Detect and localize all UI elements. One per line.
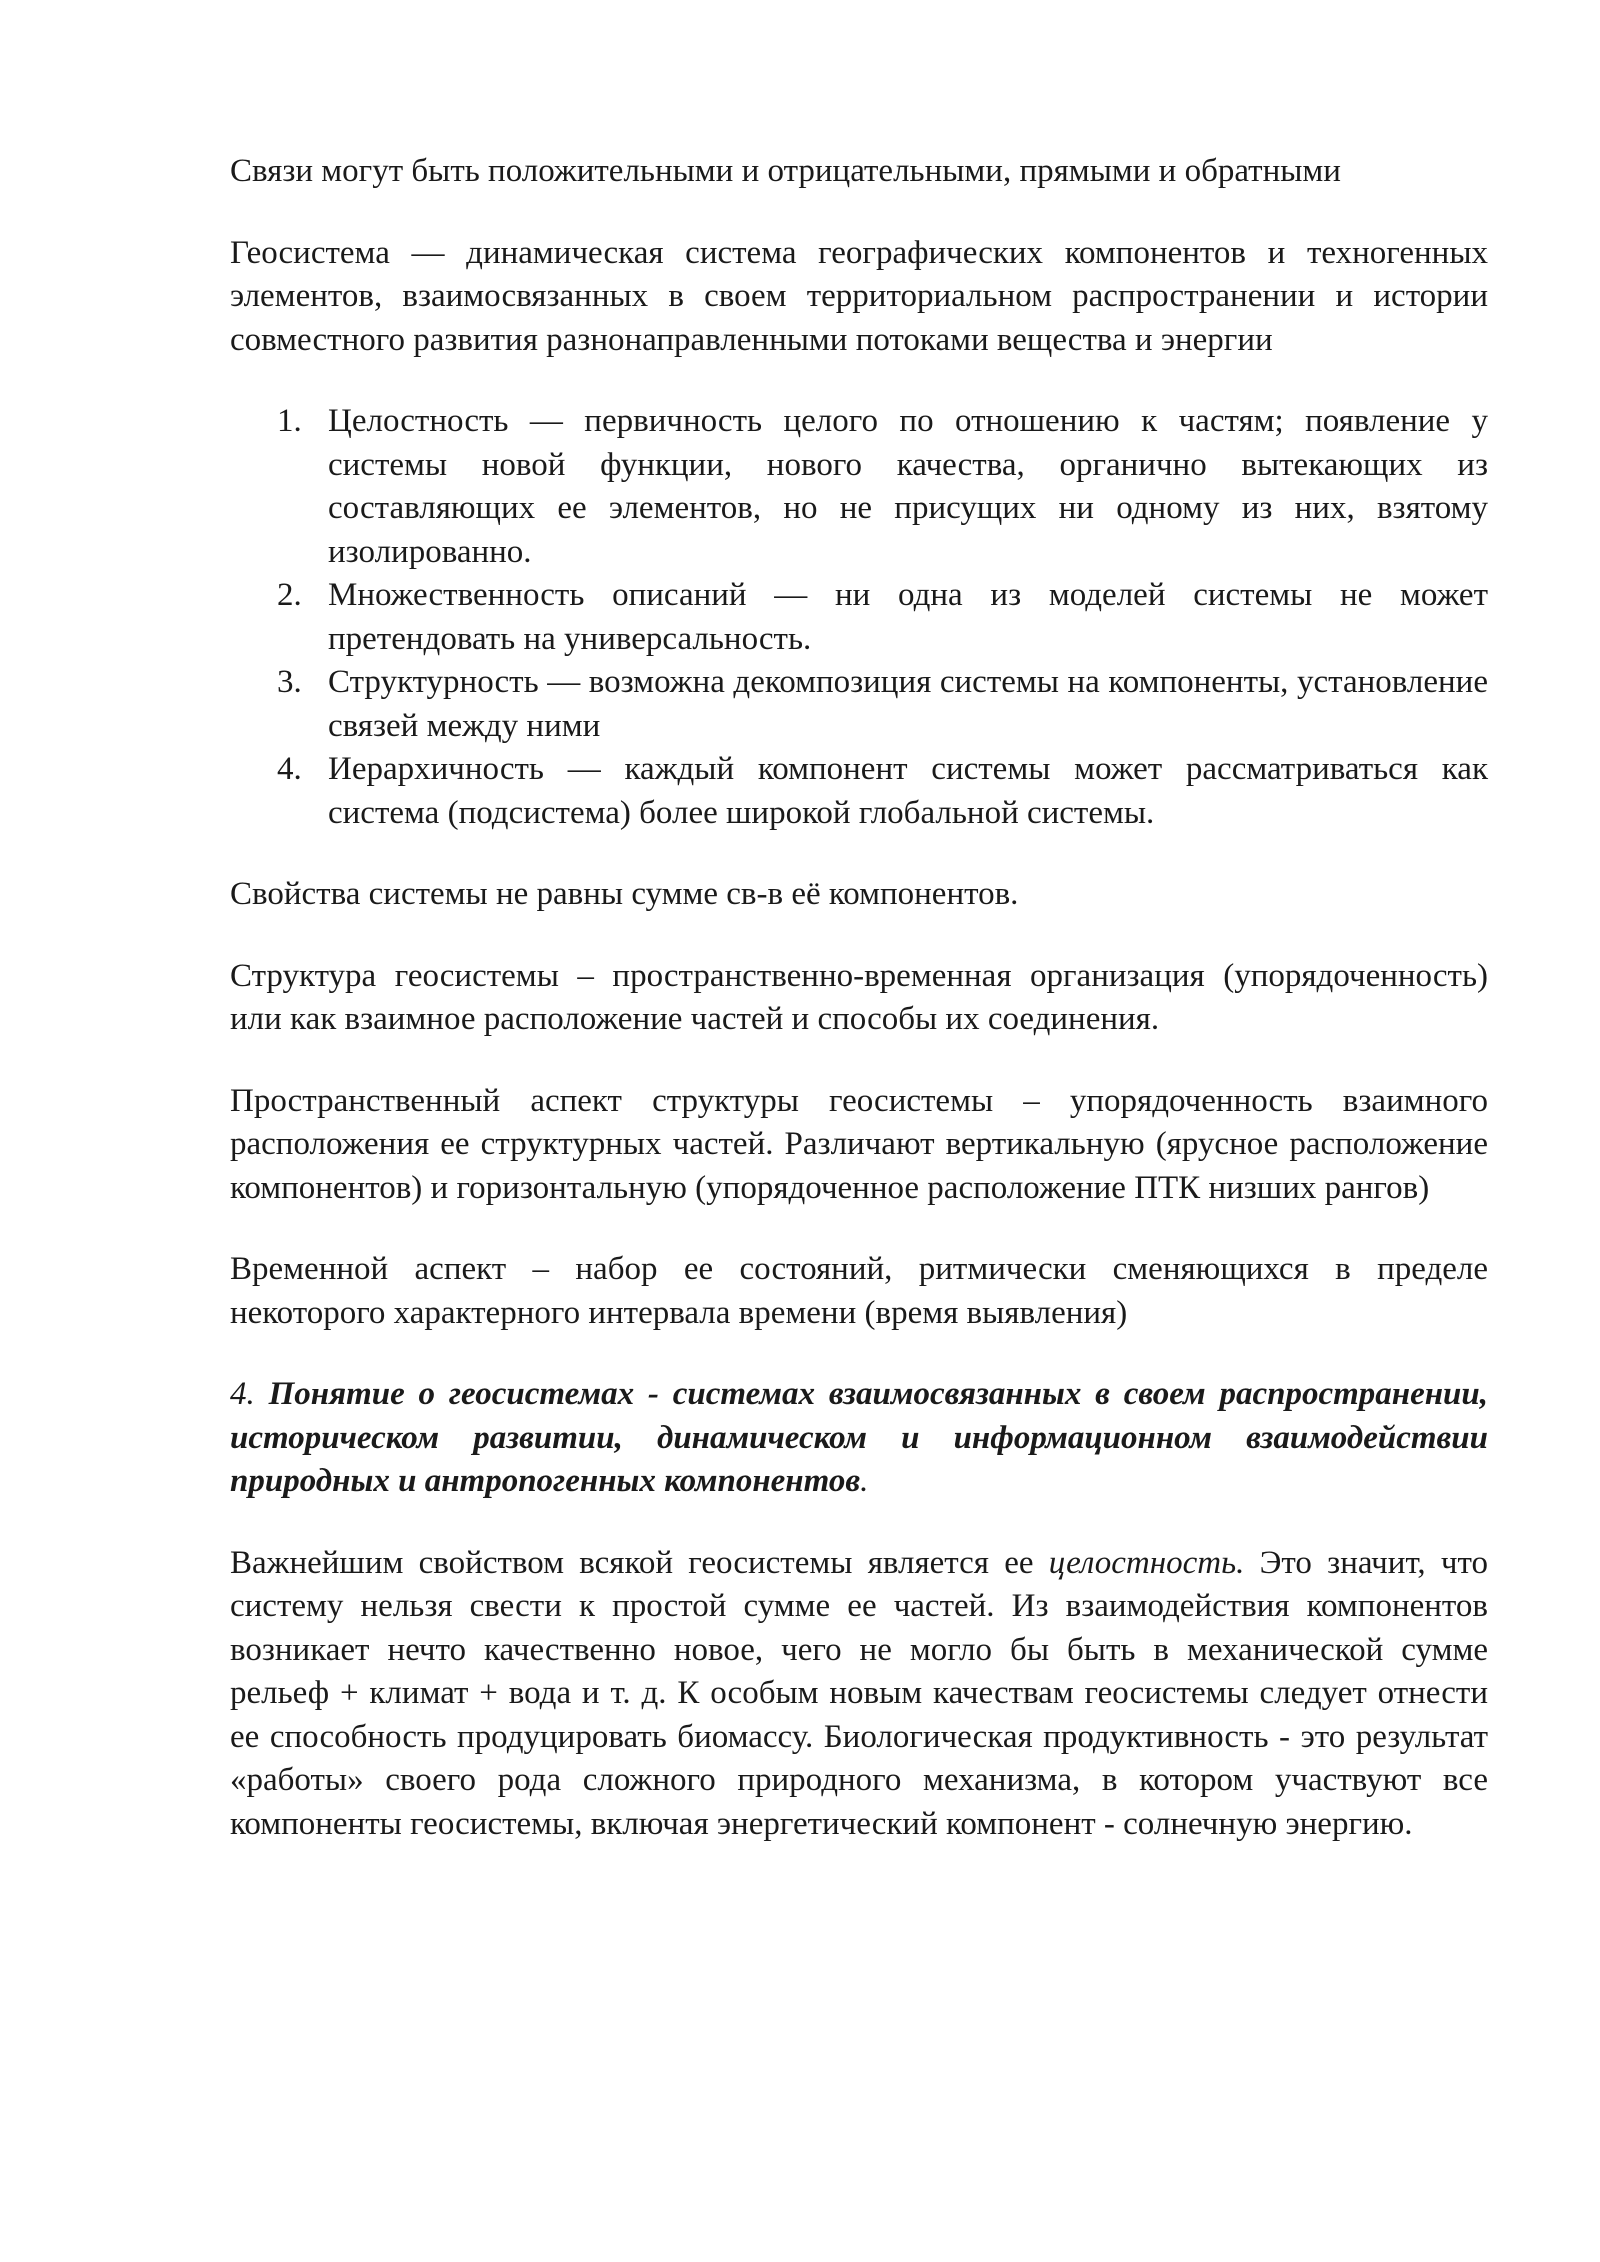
document-page	[230, 150, 1488, 1884]
paragraph-geosystem-definition: Геосистема — динамическая система географических компонентов и техногенных элементов, взаимосвязанных в своем территориальном распространении и истории совместного развития разнонаправленными потоками вещества и энергии	[230, 234, 1488, 358]
list-item	[230, 661, 1488, 748]
list-item-number: 1.	[277, 403, 302, 439]
list-item-text: Структурность — возможна декомпозиция системы на компоненты, установление связей между ними	[328, 664, 1488, 744]
paragraph-geosystem-structure: Структура геосистемы – пространственно-временная организация (упорядоченность) или как взаимное расположение частей и способы их соединения.	[230, 957, 1488, 1037]
section-heading	[230, 1373, 1488, 1504]
paragraph-system-properties-sum: Свойства системы не равны сумме св-в её компонентов.	[230, 876, 1019, 912]
list-item-number: 4.	[277, 751, 302, 787]
section-title-end: .	[860, 1463, 869, 1499]
list-item	[230, 400, 1488, 574]
list-item-text: Целостность — первичность целого по отношению к частям; появление у системы новой функции, нового качества, органично вытекающих из составляющих ее элементов, но не присущих ни одному из них, взятому изолированно.	[328, 403, 1488, 570]
section-number: 4.	[230, 1376, 255, 1412]
system-properties-list	[230, 400, 1488, 835]
list-item-number: 3.	[277, 664, 302, 700]
integrity-term: целостность.	[1048, 1544, 1245, 1581]
list-item-text: Множественность описаний — ни одна из моделей системы не может претендовать на универсальность.	[328, 577, 1488, 657]
list-item	[230, 748, 1488, 835]
paragraph-temporal-aspect: Временной аспект – набор ее состояний, ритмически сменяющихся в пределе некоторого характерного интервала времени (время выявления)	[230, 1251, 1488, 1331]
paragraph-links-types: Связи могут быть положительными и отрицательными, прямыми и обратными	[230, 153, 1341, 189]
list-item-text: Иерархичность — каждый компонент системы может рассматриваться как система (подсистема) более широкой глобальной системы.	[328, 751, 1488, 831]
section-title: Понятие о геосистемах - системах взаимосвязанных в своем распространении, историческом развитии, динамическом и информационном взаимодействии природных и антропогенных компонентов	[230, 1376, 1489, 1499]
list-item-number: 2.	[277, 577, 302, 613]
list-item	[230, 574, 1488, 661]
integrity-text-rest: Это значит, что систему нельзя свести к простой сумме ее частей. Из взаимодействия компонентов возникает нечто качественно новое, чего не могло бы быть в механической сумме рельеф + климат + вода и т. д. К особым новым качествам геосистемы следует отнести ее способность продуцировать биомассу. Биологическая продуктивность - это результат «работы» своего рода сложного природного механизма, в котором участвуют все компоненты геосистемы, включая энергетический компонент - солнечную энергию.	[230, 1544, 1488, 1842]
integrity-text-start: Важнейшим свойством всякой геосистемы является ее	[230, 1544, 1049, 1581]
paragraph-integrity	[230, 1542, 1488, 1847]
paragraph-spatial-aspect: Пространственный аспект структуры геосистемы – упорядоченность взаимного расположения ее структурных частей. Различают вертикальную (ярусное расположение компонентов) и горизонтальную (упорядоченное расположение ПТК низших рангов)	[230, 1082, 1488, 1206]
